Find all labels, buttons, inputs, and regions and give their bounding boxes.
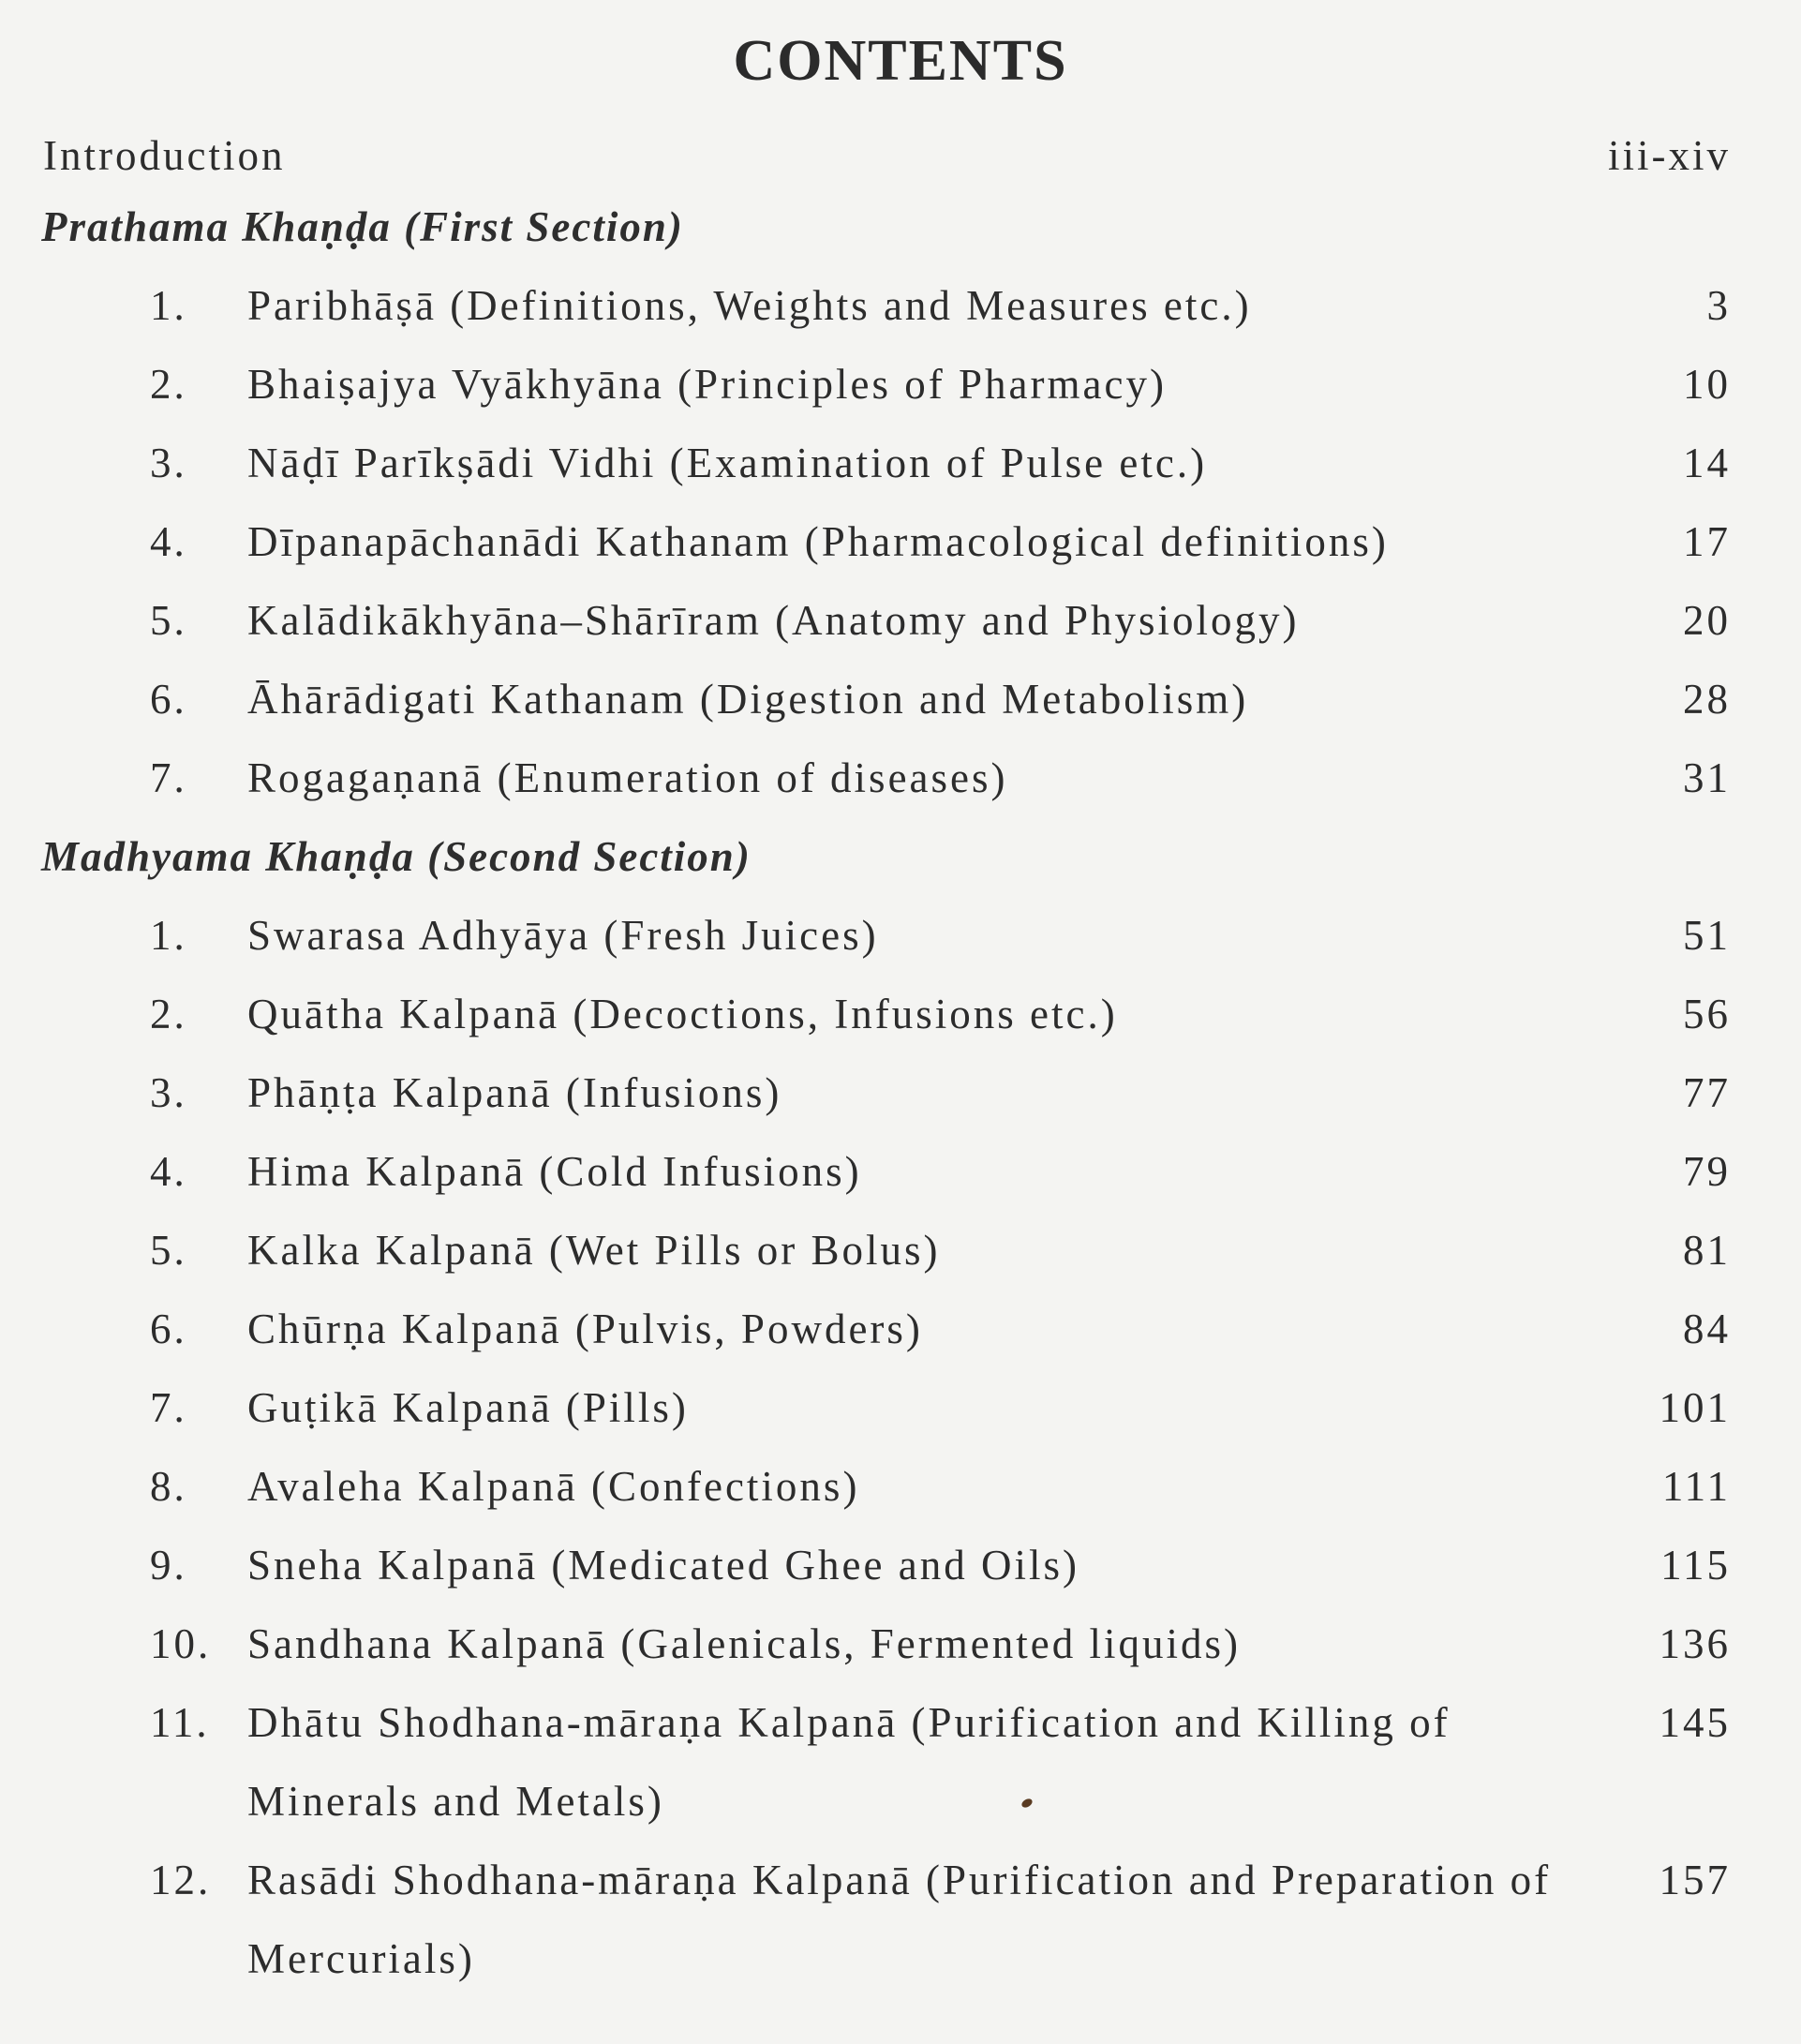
toc-entry — [0, 360, 1801, 416]
toc-label: Dīpanapāchanādi Kathanam (Pharmacological definitions) — [247, 518, 1389, 565]
toc-page: iii-xiv — [1608, 132, 1731, 179]
toc-number: 7. — [150, 754, 187, 801]
toc-label: Sandhana Kalpanā (Galenicals, Fermented liquids) — [247, 1620, 1241, 1667]
toc-entry — [0, 439, 1801, 495]
toc-entry — [0, 753, 1801, 810]
toc-number: 4. — [150, 518, 187, 565]
toc-page: 17 — [1683, 518, 1731, 565]
toc-page: 111 — [1661, 1463, 1731, 1510]
toc-introduction — [0, 131, 1801, 187]
toc-label: Guṭikā Kalpanā (Pills) — [247, 1384, 689, 1431]
toc-entry — [0, 911, 1801, 967]
toc-entry — [0, 990, 1801, 1046]
toc-page: 14 — [1683, 440, 1731, 486]
toc-number: 6. — [150, 676, 187, 723]
toc-entry — [0, 1226, 1801, 1282]
toc-label: Kalādikākhyāna–Shārīram (Anatomy and Physiology) — [247, 597, 1300, 644]
toc-page: 81 — [1683, 1227, 1731, 1274]
ink-speck — [1020, 1798, 1034, 1810]
toc-label: Phāṇṭa Kalpanā (Infusions) — [247, 1069, 782, 1116]
toc-number: 5. — [150, 597, 187, 644]
section-heading-second: Madhyama Khaṇḍa (Second Section) — [41, 833, 752, 880]
toc-page: 56 — [1683, 991, 1731, 1037]
toc-number: 7. — [150, 1384, 187, 1431]
toc-entry — [0, 1305, 1801, 1361]
toc-number: 1. — [150, 912, 187, 959]
toc-number: 1. — [150, 282, 187, 329]
toc-label-continued: Mercurials) — [247, 1935, 475, 1982]
toc-page: 20 — [1683, 597, 1731, 644]
toc-label: Nāḍī Parīkṣādi Vidhi (Examination of Pulse etc.) — [247, 440, 1208, 486]
toc-label: Rasādi Shodhana-māraṇa Kalpanā (Purification and Preparation of — [247, 1857, 1552, 1903]
toc-entry — [0, 1462, 1801, 1518]
toc-label: Kalka Kalpanā (Wet Pills or Bolus) — [247, 1227, 941, 1274]
toc-number: 10. — [150, 1620, 212, 1667]
toc-entry — [0, 1147, 1801, 1203]
toc-number: 9. — [150, 1542, 187, 1589]
toc-entry — [0, 675, 1801, 731]
toc-label: Quātha Kalpanā (Decoctions, Infusions etc.) — [247, 991, 1118, 1037]
toc-number: 2. — [150, 991, 187, 1037]
toc-entry — [0, 1383, 1801, 1440]
toc-label: Āhārādigati Kathanam (Digestion and Metabolism) — [247, 676, 1249, 723]
toc-number: 6. — [150, 1305, 187, 1352]
toc-label: Chūrṇa Kalpanā (Pulvis, Powders) — [247, 1305, 923, 1352]
toc-entry — [0, 517, 1801, 574]
toc-page: 77 — [1683, 1069, 1731, 1116]
toc-label: Avaleha Kalpanā (Confections) — [247, 1463, 860, 1510]
toc-page: 84 — [1683, 1305, 1731, 1352]
toc-entry — [0, 281, 1801, 337]
toc-entry — [0, 596, 1801, 652]
toc-entry — [0, 1698, 1801, 1754]
toc-number: 8. — [150, 1463, 187, 1510]
toc-label: Bhaiṣajya Vyākhyāna (Principles of Pharmacy) — [247, 361, 1167, 408]
toc-number: 2. — [150, 361, 187, 408]
toc-label: Dhātu Shodhana-māraṇa Kalpanā (Purification and Killing of — [247, 1699, 1451, 1746]
toc-entry — [0, 1068, 1801, 1125]
toc-label: Sneha Kalpanā (Medicated Ghee and Oils) — [247, 1542, 1079, 1589]
toc-number: 4. — [150, 1148, 187, 1195]
toc-number: 3. — [150, 1069, 187, 1116]
page-title: CONTENTS — [733, 29, 1068, 93]
toc-page: 145 — [1659, 1699, 1731, 1746]
toc-page: 10 — [1683, 361, 1731, 408]
toc-page: 136 — [1659, 1620, 1731, 1667]
toc-number: 12. — [150, 1857, 212, 1903]
toc-number: 11. — [150, 1699, 210, 1746]
toc-page: 51 — [1683, 912, 1731, 959]
toc-entry — [0, 1541, 1801, 1597]
toc-label: Rogagaṇanā (Enumeration of diseases) — [247, 754, 1008, 801]
section-heading-first: Prathama Khaṇḍa (First Section) — [41, 203, 684, 250]
toc-page: 31 — [1683, 754, 1731, 801]
toc-label: Hima Kalpanā (Cold Infusions) — [247, 1148, 862, 1195]
toc-entry — [0, 1856, 1801, 1912]
toc-number: 3. — [150, 440, 187, 486]
toc-label-continued: Minerals and Metals) — [247, 1778, 664, 1825]
toc-page: 3 — [1706, 282, 1731, 329]
toc-number: 5. — [150, 1227, 187, 1274]
toc-page: 157 — [1659, 1857, 1731, 1903]
toc-page: 79 — [1683, 1148, 1731, 1195]
toc-entry — [0, 1619, 1801, 1676]
toc-label: Introduction — [43, 132, 286, 179]
toc-page: 115 — [1660, 1542, 1731, 1589]
toc-label: Swarasa Adhyāya (Fresh Juices) — [247, 912, 879, 959]
toc-page: 101 — [1659, 1384, 1731, 1431]
toc-page: 28 — [1683, 676, 1731, 723]
toc-label: Paribhāṣā (Definitions, Weights and Measures etc.) — [247, 282, 1252, 329]
